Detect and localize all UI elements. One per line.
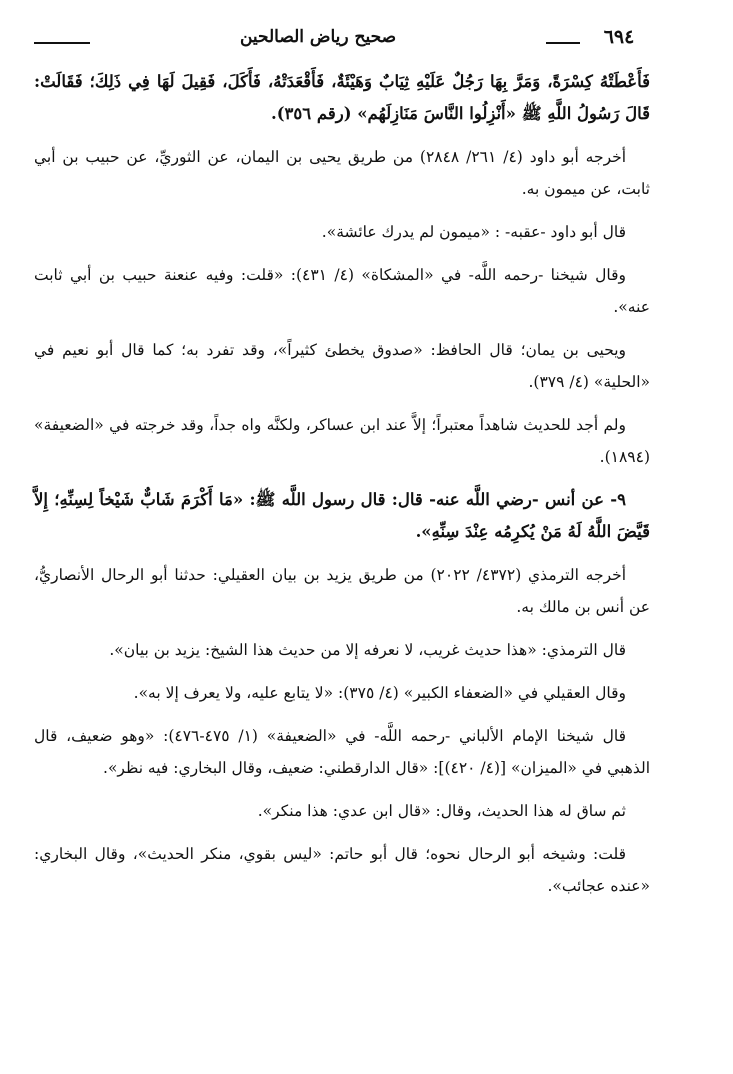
hadith-9-text: ٩- عن أنس -رضي اللَّه عنه- قال: قال رسول اللَّه ﷺ: «مَا أَكْرَمَ شَابٌّ شَيْخاً لِسِنِّهِ؛ إِلاَّ قَيَّضَ اللَّهُ لَهُ مَنْ يُكرِمُه عِنْدَ سِنِّهِ». (34, 490, 650, 541)
running-header (34, 26, 650, 60)
uqayli-comment: وقال العقيلي في «الضعفاء الكبير» (٤/ ٣٧٥): «لا يتابع عليه، ولا يعرف إلا به». (133, 684, 626, 702)
header-rule-right (546, 42, 580, 44)
mishkat-comment: وقال شيخنا -رحمه اللَّه- في «المشكاة» (٤/ ٤٣١): «قلت: وفيه عنعنة حبيب بن أبي ثابت عنه». (34, 266, 650, 316)
ibn-adi-comment: ثم ساق له هذا الحديث، وقال: «قال ابن عدي: هذا منكر». (257, 802, 626, 820)
abu-al-rahhal-note: قلت: وشيخه أبو الرحال نحوه؛ قال أبو حاتم: «ليس بقوي، منكر الحديث»، وقال البخاري: «عنده عجائب». (34, 845, 650, 895)
shahid-note: ولم أجد للحديث شاهداً معتبراً؛ إلاَّ عند ابن عساكر، ولكنَّه واه جداً، وقد خرجته في «الضعيفة» (١٨٩٤). (34, 416, 650, 466)
takhrij-abu-dawud: أخرجه أبو داود (٤/ ٢٦١/ ٢٨٤٨) من طريق يحيى بن اليمان، عن الثوريِّ، عن حبيب بن أبي ثابت، عن ميمون به. (34, 148, 650, 198)
albani-comment: قال شيخنا الإمام الألباني -رحمه اللَّه- في «الضعيفة» (١/ ٤٧٥-٤٧٦): «وهو ضعيف، قال الذهبي في «الميزان» [(٤/ ٤٢٠)]: «قال الدارقطني: ضعيف، وقال البخاري: فيه نظر». (34, 727, 650, 777)
page-number: ٦٩٤ (603, 26, 635, 48)
header-rule-left (34, 42, 90, 44)
book-title: صحيح رياض الصالحين (239, 27, 397, 47)
yahya-ibn-yaman-note: ويحيى بن يمان؛ قال الحافظ: «صدوق يخطئ كثيراً»، وقد تفرد به؛ كما قال أبو نعيم في «الحلية» (٤/ ٣٧٩). (34, 341, 650, 391)
hadith-text-continuation: فَأَعْطَتْهُ كِسْرَةً، وَمَرَّ بِهَا رَجُلٌ عَلَيْهِ ثِيَابٌ وَهَيْئَةٌ، فَأَقْعَدَتْهُ، فَأَكَلَ، فَقِيلَ لَهَا فِي ذَلِكَ؛ فَقَالَتْ: قَالَ رَسُولُ اللَّهِ ﷺ «أَنْزِلُوا النَّاسَ مَنَازِلَهُم» (رقم ٣٥٦). (34, 72, 650, 123)
abu-dawud-comment: قال أبو داود -عقبه- : «ميمون لم يدرك عائشة». (321, 223, 626, 241)
page-body (34, 66, 650, 911)
tirmidhi-comment: قال الترمذي: «هذا حديث غريب، لا نعرفه إلا من حديث هذا الشيخ: يزيد بن بيان». (109, 641, 626, 659)
takhrij-tirmidhi: أخرجه الترمذي (٤٣٧٢/ ٢٠٢٢) من طريق يزيد بن بيان العقيلي: حدثنا أبو الرحال الأنصاريُّ، عن أنس بن مالك به. (34, 566, 650, 616)
